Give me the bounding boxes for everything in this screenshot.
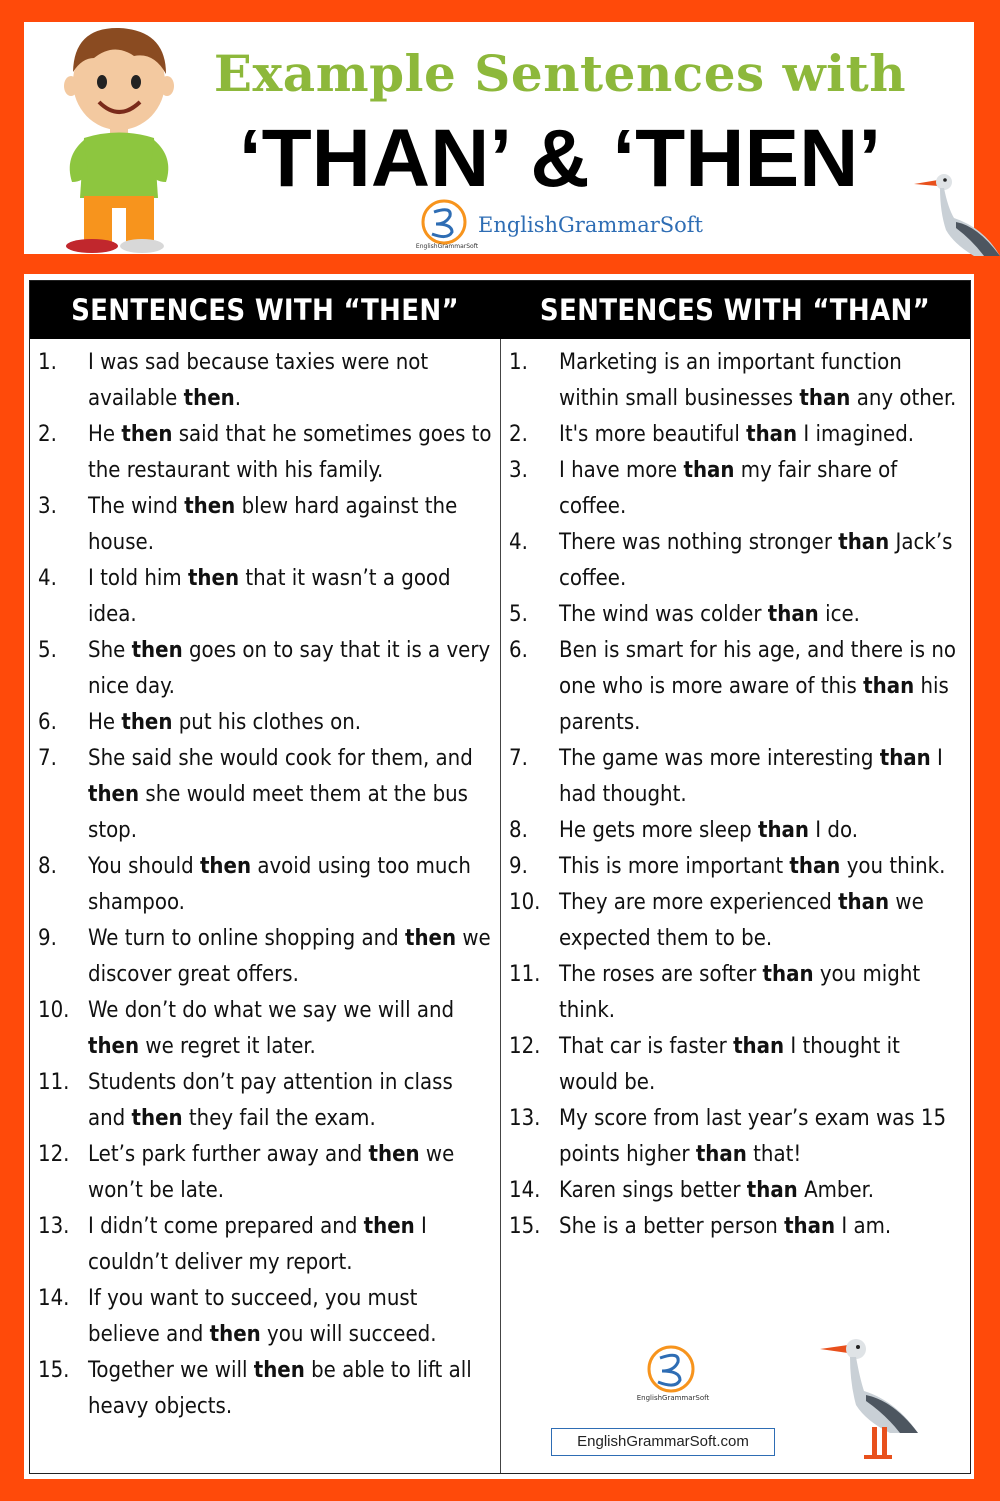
sentence-text-after: that! bbox=[746, 1142, 802, 1167]
item-number: 15. bbox=[509, 1214, 541, 1239]
keyword: then bbox=[121, 422, 173, 447]
list-item bbox=[509, 597, 965, 633]
sentence-text-after: blew hard against the house. bbox=[88, 494, 458, 555]
sentence-text-after: that it wasn’t a good idea. bbox=[88, 566, 451, 627]
sentence-text-after: his parents. bbox=[559, 674, 949, 735]
sentence-text-before: She bbox=[88, 638, 132, 663]
sentence-text-after: avoid using too much shampoo. bbox=[88, 854, 471, 915]
sentences-table bbox=[29, 280, 971, 1474]
list-item bbox=[509, 957, 965, 1029]
item-number: 12. bbox=[509, 1034, 541, 1059]
keyword: than bbox=[767, 602, 819, 627]
item-number: 1. bbox=[38, 350, 57, 375]
list-item bbox=[509, 885, 965, 957]
sentence-text-before: I have more bbox=[559, 458, 684, 483]
item-number: 14. bbox=[509, 1178, 541, 1203]
sentence-text-before: Let’s park further away and bbox=[88, 1142, 369, 1167]
than-column-header: SENTENCES WITH “THAN” bbox=[539, 293, 931, 327]
keyword: than bbox=[758, 818, 810, 843]
list-item bbox=[509, 633, 965, 741]
keyword: then bbox=[363, 1214, 415, 1239]
sentence-text-after: said that he sometimes goes to the restaurant with his family. bbox=[88, 422, 492, 483]
sentence-text-before: He bbox=[88, 422, 122, 447]
list-item bbox=[509, 1173, 965, 1209]
keyword: then bbox=[209, 1322, 261, 1347]
keyword: than bbox=[746, 1178, 798, 1203]
sentence-text-after: we regret it later. bbox=[139, 1034, 316, 1059]
list-item bbox=[38, 489, 493, 561]
keyword: than bbox=[762, 962, 814, 987]
keyword: then bbox=[88, 782, 140, 807]
list-item bbox=[38, 1209, 493, 1281]
sentence-text-before: The wind bbox=[88, 494, 185, 519]
sentence-text-before: She is a better person bbox=[559, 1214, 785, 1239]
sentence-text-before: My score from last year’s exam was 15 points higher bbox=[559, 1106, 947, 1167]
brand-name: EnglishGrammarSoft bbox=[478, 213, 703, 237]
sentence-text-after: we expected them to be. bbox=[559, 890, 924, 951]
list-item bbox=[38, 417, 493, 489]
sentence-text-after: I am. bbox=[835, 1214, 892, 1239]
list-item bbox=[509, 417, 965, 453]
sentence-text-after: I couldn’t deliver my report. bbox=[88, 1214, 427, 1275]
list-item bbox=[38, 1065, 493, 1137]
keyword: then bbox=[88, 1034, 140, 1059]
footer-website-url[interactable]: EnglishGrammarSoft.com bbox=[551, 1428, 775, 1456]
sentence-text-before: The roses are softer bbox=[559, 962, 763, 987]
item-number: 14. bbox=[38, 1286, 70, 1311]
sentence-text-before: Students don’t pay attention in class and bbox=[88, 1070, 453, 1131]
list-item bbox=[38, 561, 493, 633]
item-number: 6. bbox=[38, 710, 57, 735]
footer-logo-caption: EnglishGrammarSoft bbox=[636, 1394, 710, 1402]
sentence-text-before: If you want to succeed, you must believe and bbox=[88, 1286, 418, 1347]
keyword: than bbox=[838, 890, 890, 915]
keyword: then bbox=[199, 854, 252, 879]
item-number: 9. bbox=[509, 854, 528, 879]
stork-icon bbox=[820, 1335, 920, 1465]
list-item bbox=[38, 1137, 493, 1209]
item-number: 5. bbox=[509, 602, 528, 627]
sentence-text-before: Karen sings better bbox=[559, 1178, 747, 1203]
keyword: than bbox=[799, 386, 851, 411]
keyword: then bbox=[404, 926, 457, 951]
keyword: then bbox=[253, 1358, 305, 1383]
item-number: 2. bbox=[38, 422, 57, 447]
sentence-text-before: I told him bbox=[88, 566, 188, 591]
sentence-text-after: . bbox=[234, 386, 242, 411]
list-item bbox=[38, 849, 493, 921]
keyword: than bbox=[683, 458, 735, 483]
sentence-text-before: The wind was colder bbox=[559, 602, 768, 627]
keyword: then bbox=[131, 638, 183, 663]
table-header bbox=[30, 281, 970, 339]
sentence-text-after: Amber. bbox=[797, 1178, 875, 1203]
title-line-1: Example Sentences with bbox=[213, 44, 907, 103]
item-number: 11. bbox=[509, 962, 541, 987]
item-number: 9. bbox=[38, 926, 57, 951]
sentence-text-after: ice. bbox=[818, 602, 860, 627]
sentence-text-after: I imagined. bbox=[797, 422, 915, 447]
sentence-text-after: we won’t be late. bbox=[88, 1142, 455, 1203]
item-number: 7. bbox=[38, 746, 57, 771]
list-item bbox=[509, 849, 965, 885]
then-sentence-list bbox=[38, 345, 493, 1425]
keyword: than bbox=[746, 422, 798, 447]
then-column-header: SENTENCES WITH “THEN” bbox=[71, 293, 459, 327]
sentence-text-before: This is more important bbox=[559, 854, 790, 879]
list-item bbox=[509, 813, 965, 849]
sentence-text-before: Marketing is an important function within small businesses bbox=[559, 350, 902, 411]
item-number: 7. bbox=[509, 746, 528, 771]
sentence-text-after: she would meet them at the bus stop. bbox=[88, 782, 468, 843]
item-number: 13. bbox=[509, 1106, 541, 1131]
item-number: 5. bbox=[38, 638, 57, 663]
sentence-text-after: put his clothes on. bbox=[172, 710, 362, 735]
list-item bbox=[38, 345, 493, 417]
keyword: then bbox=[131, 1106, 183, 1131]
keyword: than bbox=[733, 1034, 785, 1059]
item-number: 15. bbox=[38, 1358, 70, 1383]
sentence-text-before: They are more experienced bbox=[559, 890, 839, 915]
item-number: 6. bbox=[509, 638, 528, 663]
list-item bbox=[38, 633, 493, 705]
keyword: then bbox=[368, 1142, 420, 1167]
item-number: 3. bbox=[509, 458, 528, 483]
keyword: than bbox=[863, 674, 915, 699]
title-line-2: ‘THAN’ & ‘THEN’ bbox=[238, 113, 882, 204]
list-item bbox=[509, 453, 965, 525]
keyword: then bbox=[184, 494, 236, 519]
sentence-text-before: He gets more sleep bbox=[559, 818, 758, 843]
sentence-text-after: I thought it would be. bbox=[559, 1034, 900, 1095]
list-item bbox=[38, 1281, 493, 1353]
sentence-text-after: goes on to say that it is a very nice day. bbox=[88, 638, 491, 699]
sentence-text-before: There was nothing stronger bbox=[559, 530, 839, 555]
sentence-text-after: any other. bbox=[850, 386, 957, 411]
column-divider bbox=[500, 339, 501, 1473]
sentence-text-before: We turn to online shopping and bbox=[88, 926, 405, 951]
sentence-text-after: we discover great offers. bbox=[88, 926, 491, 987]
sentence-text-after: be able to lift all heavy objects. bbox=[88, 1358, 472, 1419]
item-number: 10. bbox=[509, 890, 541, 915]
than-sentence-list bbox=[509, 345, 965, 1245]
sentence-text-after: you might think. bbox=[559, 962, 921, 1023]
keyword: then bbox=[187, 566, 240, 591]
list-item bbox=[509, 1029, 965, 1101]
sentence-text-before: Together we will bbox=[88, 1358, 254, 1383]
sentence-text-after: Jack’s coffee. bbox=[559, 530, 953, 591]
sentence-text-before: I was sad because taxies were not available bbox=[88, 350, 429, 411]
item-number: 13. bbox=[38, 1214, 70, 1239]
item-number: 1. bbox=[509, 350, 528, 375]
sentence-text-before: That car is faster bbox=[559, 1034, 734, 1059]
item-number: 10. bbox=[38, 998, 70, 1023]
sentence-text-after: I had thought. bbox=[559, 746, 943, 807]
list-item bbox=[509, 1209, 965, 1245]
sentence-text-after: my fair share of coffee. bbox=[559, 458, 898, 519]
keyword: than bbox=[789, 854, 841, 879]
stork-icon bbox=[914, 168, 1000, 258]
item-number: 3. bbox=[38, 494, 57, 519]
list-item bbox=[38, 993, 493, 1065]
sentence-text-before: He bbox=[88, 710, 122, 735]
sentence-text-before: Ben is smart for his age, and there is no one who is more aware of this bbox=[559, 638, 957, 699]
item-number: 2. bbox=[509, 422, 528, 447]
item-number: 4. bbox=[509, 530, 528, 555]
item-number: 4. bbox=[38, 566, 57, 591]
list-item bbox=[38, 705, 493, 741]
sentence-text-before: The game was more interesting bbox=[559, 746, 880, 771]
list-item bbox=[38, 741, 493, 849]
keyword: then bbox=[183, 386, 235, 411]
sentence-text-before: You should bbox=[88, 854, 200, 879]
sentence-text-after: you think. bbox=[840, 854, 946, 879]
sentence-text-before: She said she would cook for them, and bbox=[88, 746, 473, 771]
list-item bbox=[509, 1101, 965, 1173]
item-number: 8. bbox=[509, 818, 528, 843]
list-item bbox=[38, 921, 493, 993]
item-number: 12. bbox=[38, 1142, 70, 1167]
keyword: than bbox=[879, 746, 931, 771]
sentence-text-before: It's more beautiful bbox=[559, 422, 747, 447]
list-item bbox=[509, 345, 965, 417]
brand-logo-icon bbox=[640, 1345, 702, 1397]
list-item bbox=[509, 741, 965, 813]
brand-logo-caption: EnglishGrammarSoft bbox=[415, 243, 479, 250]
sentence-text-before: We don’t do what we say we will and bbox=[88, 998, 455, 1023]
list-item bbox=[38, 1353, 493, 1425]
keyword: then bbox=[121, 710, 173, 735]
item-number: 8. bbox=[38, 854, 57, 879]
list-item bbox=[509, 525, 965, 597]
keyword: than bbox=[838, 530, 890, 555]
sentence-text-after: I do. bbox=[809, 818, 858, 843]
sentence-text-before: I didn’t come prepared and bbox=[88, 1214, 364, 1239]
cartoon-boy-icon bbox=[54, 22, 184, 254]
keyword: than bbox=[784, 1214, 836, 1239]
item-number: 11. bbox=[38, 1070, 70, 1095]
sentence-text-after: you will succeed. bbox=[260, 1322, 437, 1347]
sentence-text-after: they fail the exam. bbox=[182, 1106, 376, 1131]
keyword: than bbox=[695, 1142, 747, 1167]
